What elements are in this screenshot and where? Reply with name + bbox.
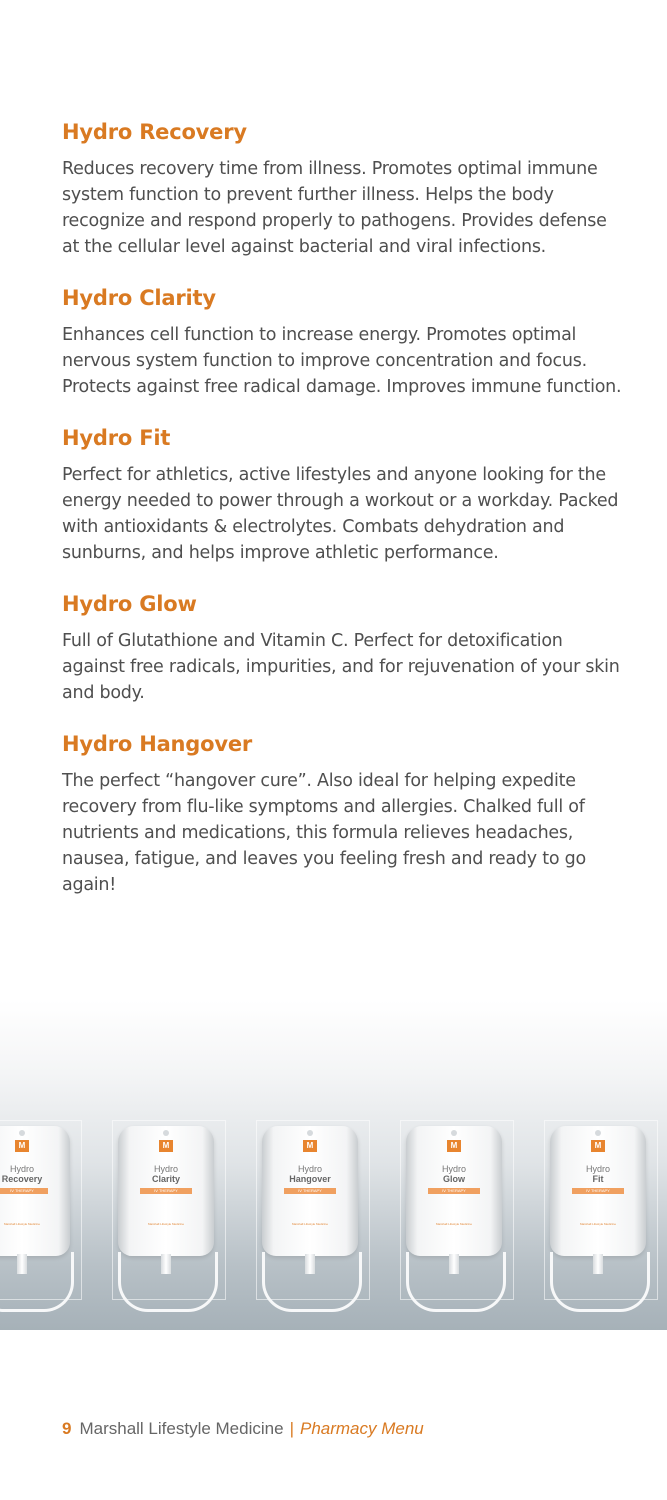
bag-stripe: IV THERAPY (428, 1188, 480, 1194)
section-description: Full of Glutathione and Vitamin C. Perfect for detoxification against free radicals, impurities, and for rejuvenation of your skin and body. (62, 631, 620, 703)
bag-label (406, 1164, 502, 1184)
bag-stripe: IV THERAPY (284, 1188, 336, 1194)
section-title: Hydro Hangover (62, 732, 253, 756)
brand-logo-icon: M (303, 1140, 317, 1152)
bag-label-line2: Recovery (1, 1174, 43, 1184)
brand-logo-icon: M (591, 1140, 605, 1152)
bag-label-line2: Clarity (151, 1174, 180, 1184)
bag-hole (19, 1130, 25, 1136)
section-hydro-fit (62, 426, 622, 566)
footer-subtitle: Pharmacy Menu (299, 1419, 424, 1438)
section-title: Hydro Clarity (62, 286, 216, 310)
iv-bag-recovery (0, 1126, 70, 1256)
bag-label (262, 1164, 358, 1184)
footer-separator: | (289, 1419, 294, 1438)
bag-label-line1: Hydro (441, 1164, 466, 1174)
bag-label-line1: Hydro (153, 1164, 178, 1174)
bag-stripe: IV THERAPY (140, 1188, 192, 1194)
section-title: Hydro Fit (62, 426, 171, 450)
bag-foot: Marshall Lifestyle Medicine (435, 1222, 472, 1226)
bag-label-line1: Hydro (297, 1164, 322, 1174)
section-hydro-hangover (62, 732, 622, 898)
section-hydro-recovery (62, 120, 622, 260)
bag-label-line2: Hangover (289, 1174, 331, 1184)
section-description: The perfect “hangover cure”. Also ideal for helping expedite recovery from flu-like symptoms and allergies. Chalked full of nutrients and medications, this formula relieves headaches, nausea, fatigue, and leaves you feeling fresh and ready to go again! (62, 771, 586, 895)
iv-bag-hangover (262, 1126, 358, 1256)
bag-stripe: IV THERAPY (0, 1188, 48, 1194)
footer-brand: Marshall Lifestyle Medicine (79, 1419, 284, 1438)
page-footer (62, 1419, 424, 1439)
bag-tube (406, 1252, 506, 1312)
brand-logo-icon: M (447, 1140, 461, 1152)
bag-hole (451, 1130, 457, 1136)
bag-label (0, 1164, 70, 1184)
bag-label-line1: Hydro (9, 1164, 34, 1174)
bag-tube (550, 1252, 650, 1312)
bag-label (550, 1164, 646, 1184)
bag-label-line2: Fit (592, 1174, 604, 1184)
bag-label-line2: Glow (443, 1174, 465, 1184)
bag-hole (163, 1130, 169, 1136)
brand-logo-icon: M (159, 1140, 173, 1152)
menu-content (62, 120, 622, 924)
bag-foot: Marshall Lifestyle Medicine (147, 1222, 184, 1226)
iv-bags-image (0, 1000, 667, 1330)
section-description: Enhances cell function to increase energy. Promotes optimal nervous system function to improve concentration and focus. Protects against free radical damage. Improves immune function. (62, 325, 622, 397)
section-title: Hydro Recovery (62, 120, 247, 144)
bag-stripe: IV THERAPY (572, 1188, 624, 1194)
bag-foot: Marshall Lifestyle Medicine (291, 1222, 328, 1226)
iv-bag-fit (550, 1126, 646, 1256)
bag-foot: Marshall Lifestyle Medicine (3, 1222, 40, 1226)
section-description: Reduces recovery time from illness. Promotes optimal immune system function to prevent further illness. Helps the body recognize and respond properly to pathogens. Provides defense at the cellular level against bacterial and viral infections. (62, 159, 607, 257)
bag-label (118, 1164, 214, 1184)
section-hydro-glow (62, 592, 622, 706)
iv-bag-glow (406, 1126, 502, 1256)
bag-hole (595, 1130, 601, 1136)
section-description: Perfect for athletics, active lifestyles and anyone looking for the energy needed to power through a workout or a workday. Packed with antioxidants & electrolytes. Combats dehydration and sunburns, and helps improve athletic performance. (62, 465, 619, 563)
bag-label-line1: Hydro (585, 1164, 610, 1174)
bag-tube (118, 1252, 218, 1312)
bag-tube (0, 1252, 74, 1312)
bag-foot: Marshall Lifestyle Medicine (579, 1222, 616, 1226)
brand-logo-icon: M (15, 1140, 29, 1152)
page-number: 9 (62, 1419, 72, 1438)
section-hydro-clarity (62, 286, 622, 400)
section-title: Hydro Glow (62, 592, 197, 616)
iv-bag-clarity (118, 1126, 214, 1256)
bag-tube (262, 1252, 362, 1312)
bag-hole (307, 1130, 313, 1136)
